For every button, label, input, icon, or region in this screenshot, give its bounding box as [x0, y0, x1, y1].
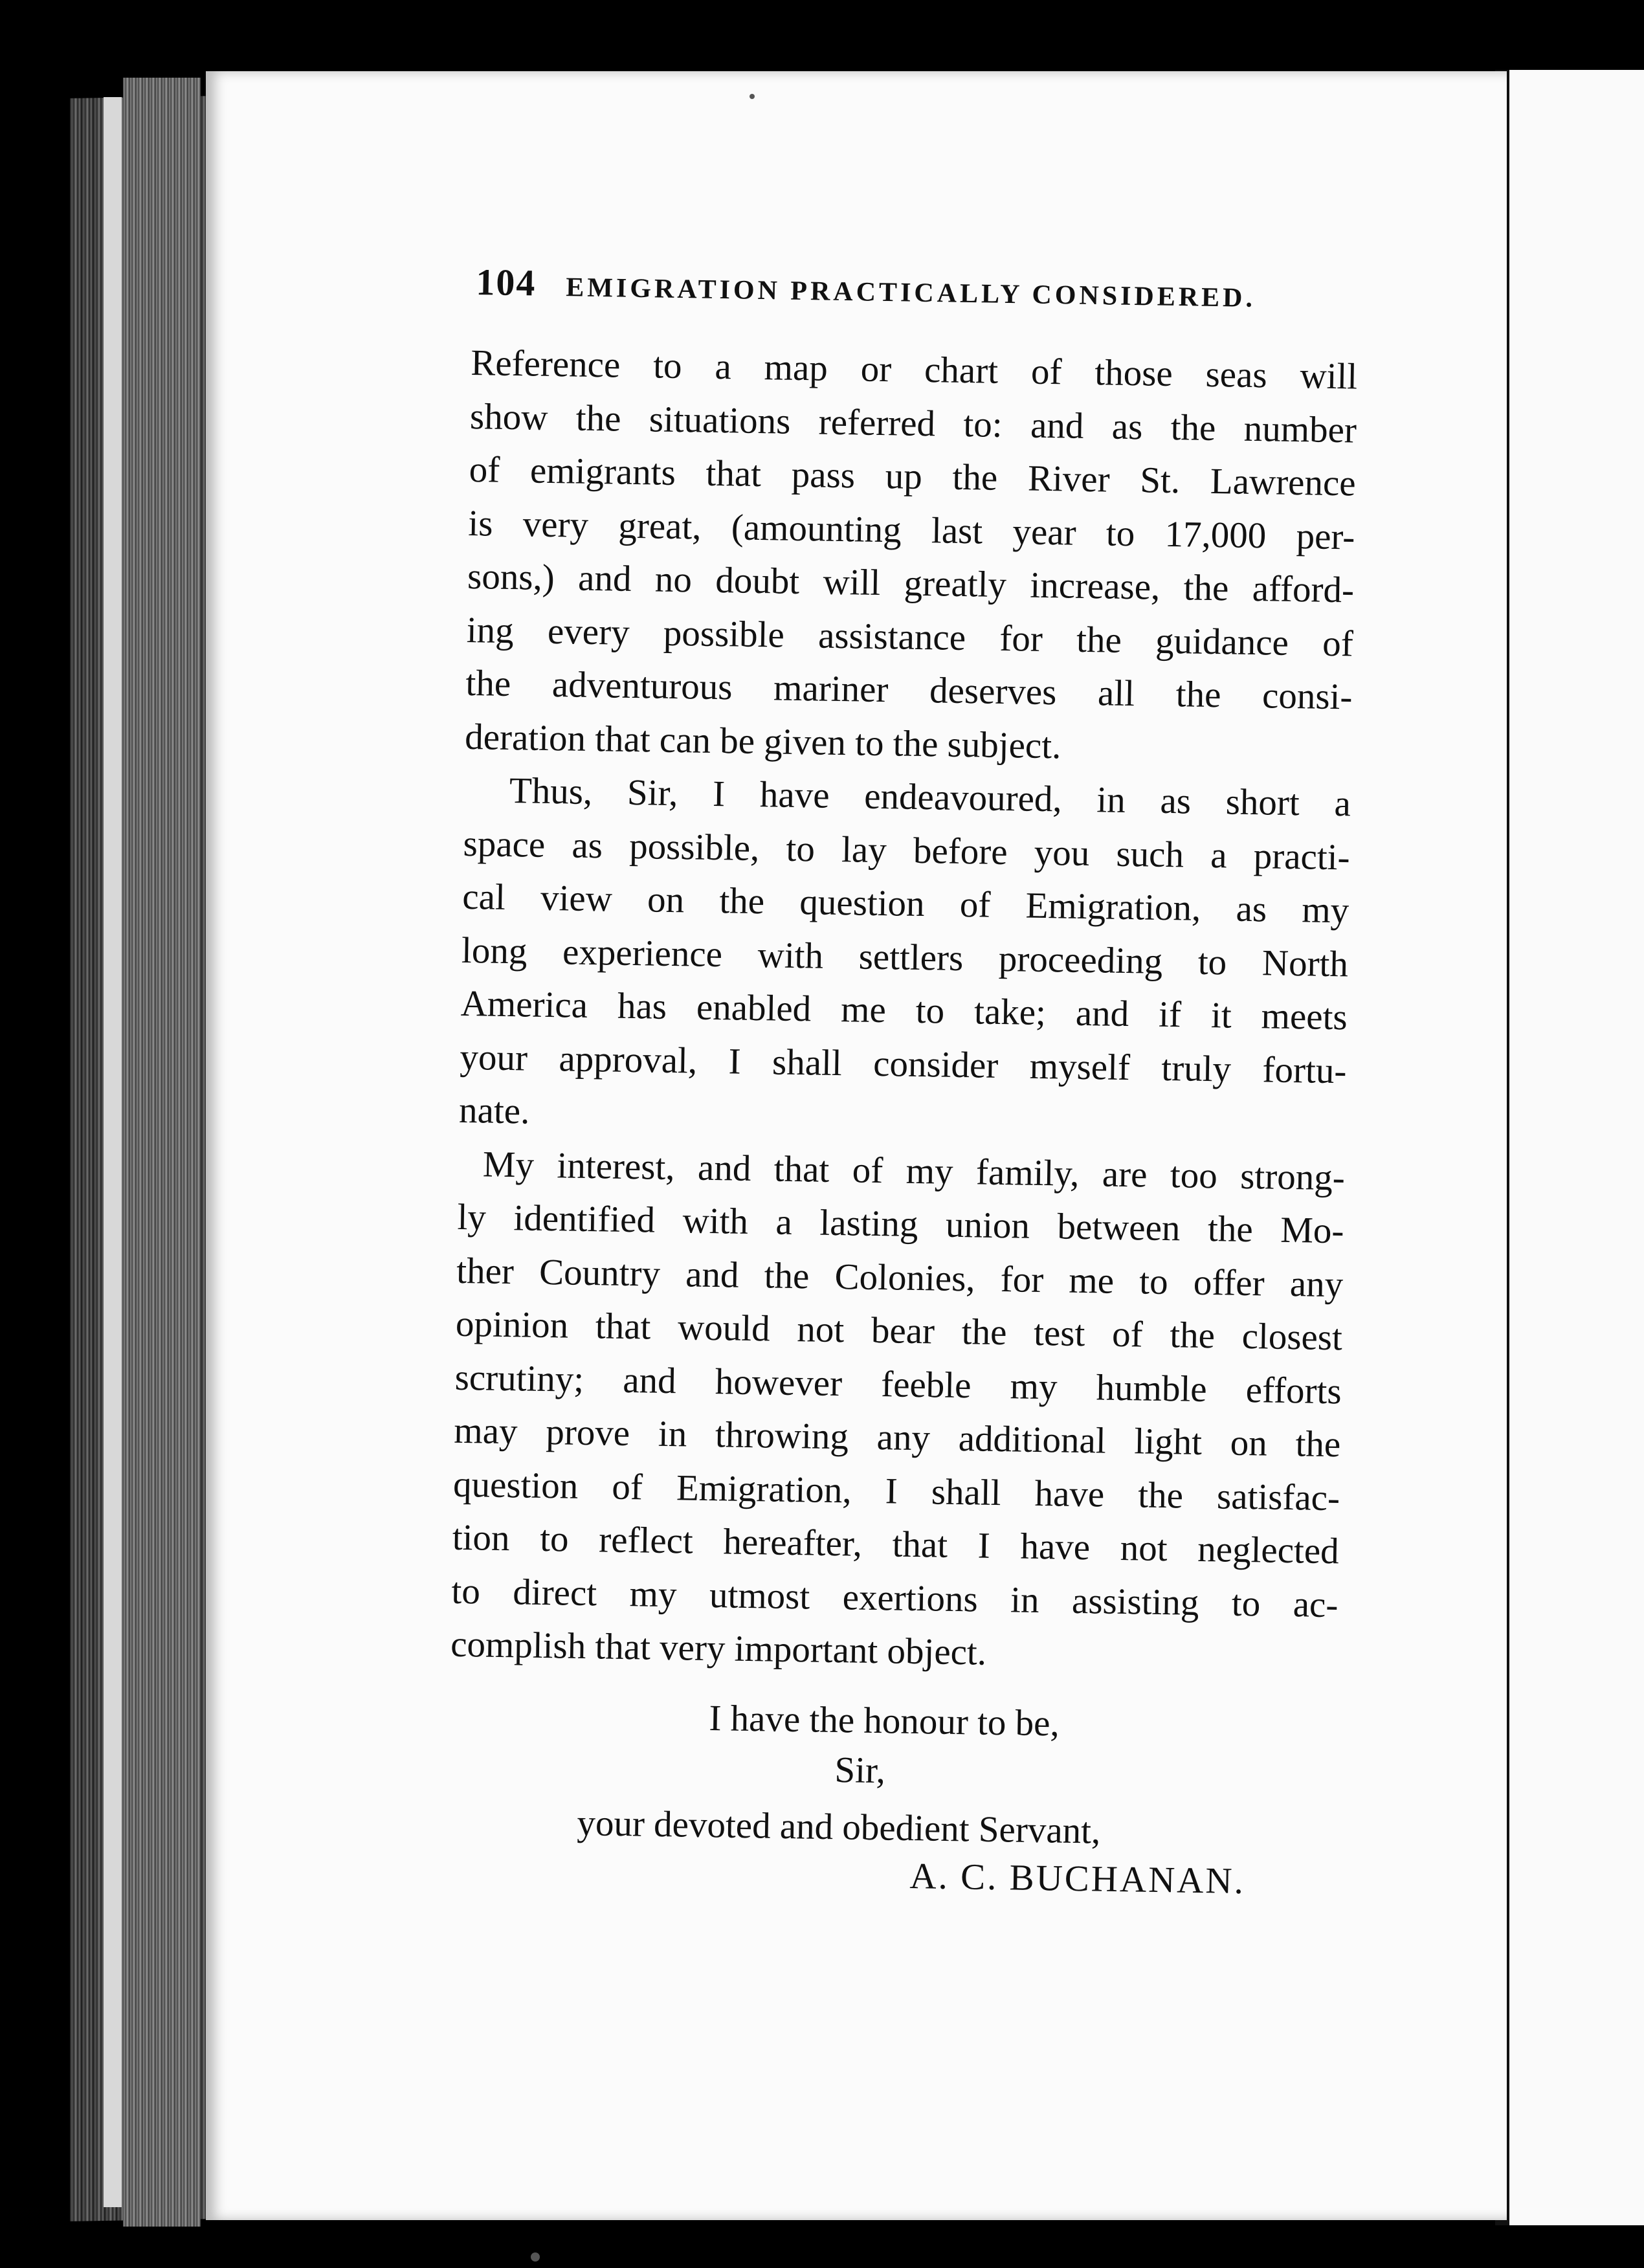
body-text: [450, 337, 1358, 1685]
text-line: may prove in throwing any additional light on the: [453, 1410, 1341, 1465]
text-line: scrutiny; and however feeble my humble efforts: [454, 1357, 1342, 1412]
text-line: long experience with settlers proceeding to North: [461, 929, 1349, 984]
text-line: deration that can be given to the subject.: [464, 716, 1061, 766]
text-line: complish that very important object.: [450, 1623, 987, 1673]
running-title: EMIGRATION PRACTICALLY CONSIDERED.: [565, 272, 1256, 313]
text-line: America has enabled me to take; and if it meets: [460, 983, 1348, 1038]
page-block-inner-edges: [123, 78, 201, 2227]
text-line: your approval, I shall consider myself truly fortu-: [460, 1036, 1347, 1091]
speck: [750, 94, 755, 99]
text-line: My interest, and that of my family, are too strong-: [482, 1143, 1346, 1198]
closing-line-honour: I have the honour to be,: [708, 1697, 1060, 1744]
text-line: show the situations referred to: and as the number: [469, 395, 1357, 450]
text-line: cal view on the question of Emigration, as my: [461, 876, 1350, 931]
text-line: space as possible, to lay before you such a practi-: [463, 823, 1351, 878]
facing-page: [1495, 70, 1644, 2225]
text-line: nate.: [458, 1089, 530, 1132]
text-line: opinion that would not bear the test of the closest: [455, 1303, 1343, 1359]
text-line: ly identified with a lasting union between the Mo-: [457, 1196, 1344, 1252]
text-line: ing every possible assistance for the guidance of: [466, 609, 1354, 664]
text-line: ther Country and the Colonies, for me to offer any: [456, 1250, 1344, 1305]
text-line: question of Emigration, I shall have the satisfac-: [452, 1463, 1340, 1518]
closing-line-servant: your devoted and obedient Servant,: [576, 1802, 1101, 1852]
text-line: is very great, (amounting last year to 17,000 per-: [467, 502, 1355, 557]
page-number: 104: [475, 260, 537, 304]
page-edge-highlight: [104, 97, 122, 2207]
text-line: Thus, Sir, I have endeavoured, in as short a: [509, 770, 1351, 825]
text-line: the adventurous mariner deserves all the consi-: [465, 662, 1353, 718]
text-line: to direct my utmost exertions in assisting to ac-: [451, 1570, 1339, 1625]
text-line: tion to reflect hereafter, that I have not neglected: [452, 1517, 1340, 1572]
closing-line-sir: Sir,: [834, 1749, 886, 1792]
signature: A. C. BUCHANAN.: [909, 1855, 1246, 1902]
text-line: of emigrants that pass up the River St. Lawrence: [469, 449, 1357, 504]
speck: [531, 2252, 540, 2262]
text-line: sons,) and no doubt will greatly increase, the afford-: [467, 555, 1355, 611]
text-line: Reference to a map or chart of those seas will: [470, 342, 1358, 397]
